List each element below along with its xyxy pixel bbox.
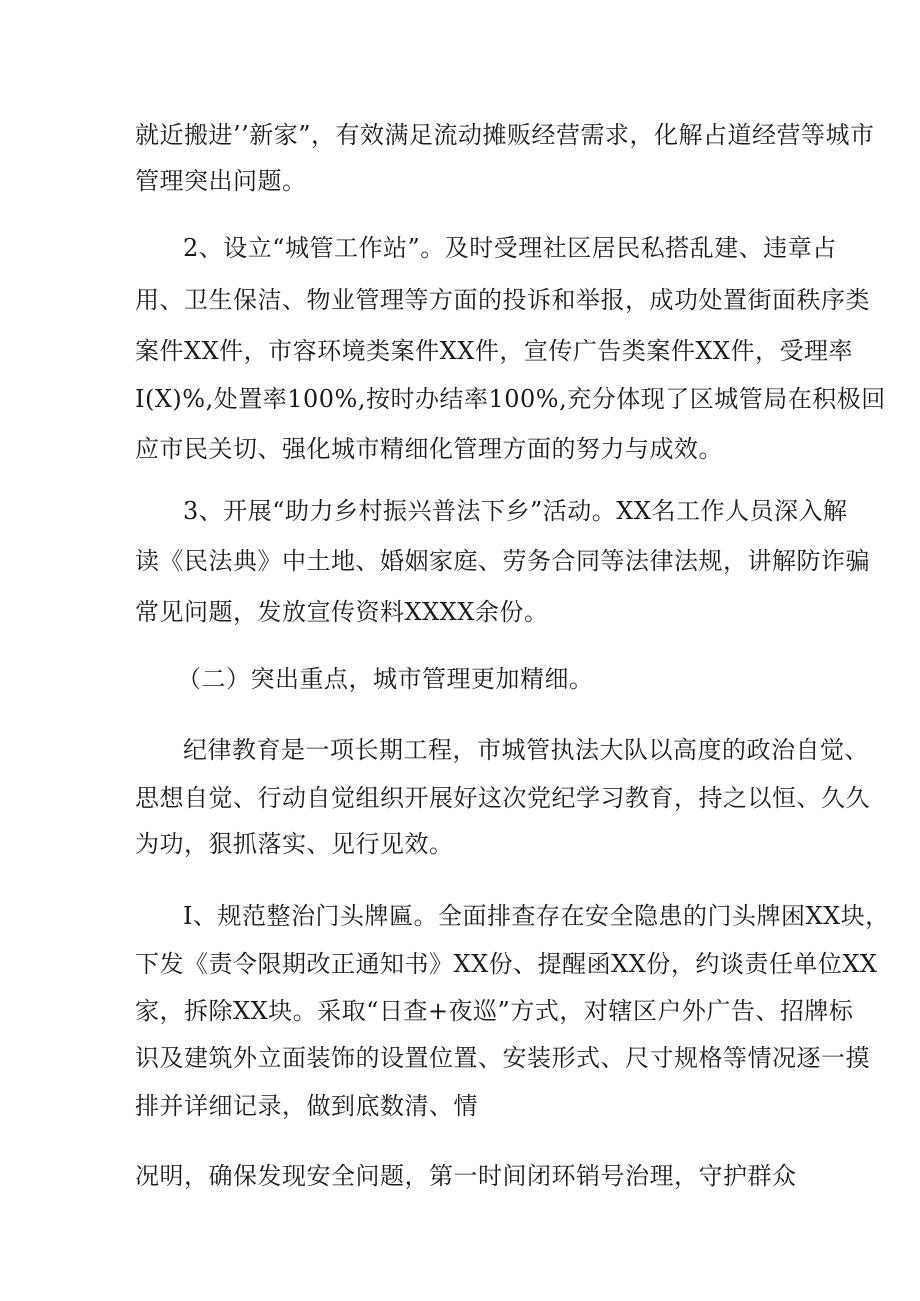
text-line: 识及建筑外立面装饰的设置位置、安装形式、尺寸规格等情况逐一摸 [135,1044,870,1072]
text-line: 下发《责令限期改正通知书》XX份、提醒函XX份，约谈责任单位XX [135,950,878,978]
text-line: 应市民关切、强化城市精细化管理方面的努力与成效。 [135,435,723,463]
text-line: 3、开展“助力乡村振兴普法下乡”活动。XX名工作人员深入解 [183,497,848,525]
text-line: 况明，确保发现安全问题，第一时间闭环销号治理，守护群众 [135,1162,797,1190]
text-line: 排并详细记录，做到底数清、情 [135,1092,478,1120]
text-line: 案件XX件，市容环境类案件XX件，宣传广告类案件XX件，受理率 [135,337,854,365]
text-line: 读《民法典》中土地、婚姻家庭、劳务合同等法律法规，讲解防诈骗 [135,547,870,575]
text-line: I、规范整治门头牌匾。全面排查存在安全隐患的门头牌困XX块， [183,902,890,930]
text-line: 思想自觉、行动自觉组织开展好这次党纪学习教育，持之以恒、久久 [135,784,870,812]
text-line: 用、卫生保洁、物业管理等方面的投诉和举报，成功处置街面秩序类 [135,286,870,314]
text-line: 2、设立“城管工作站”。及时受理社区居民私搭乱建、违章占 [183,234,837,262]
text-line: 常见问题，发放宣传资料XXXX余份。 [135,598,549,626]
text-line: 为功，狠抓落实、见行见效。 [135,830,454,858]
section-heading: （二）突出重点，城市管理更加精细。 [177,665,594,693]
text-line: 管理突出问题。 [135,167,307,195]
text-line: 就近搬进’’新家”，有效满足流动摊贩经营需求，化解占道经营等城市 [135,121,875,149]
text-line: 纪律教育是一项长期工程，市城管执法大队以高度的政治自觉、 [183,736,869,764]
text-line: I(X)%,处置率100%,按时办结率100%,充分体现了区城管局在积极回 [135,385,886,413]
text-line: 家，拆除XX块。采取“日查+夜巡”方式，对辖区户外广告、招牌标 [135,997,854,1025]
